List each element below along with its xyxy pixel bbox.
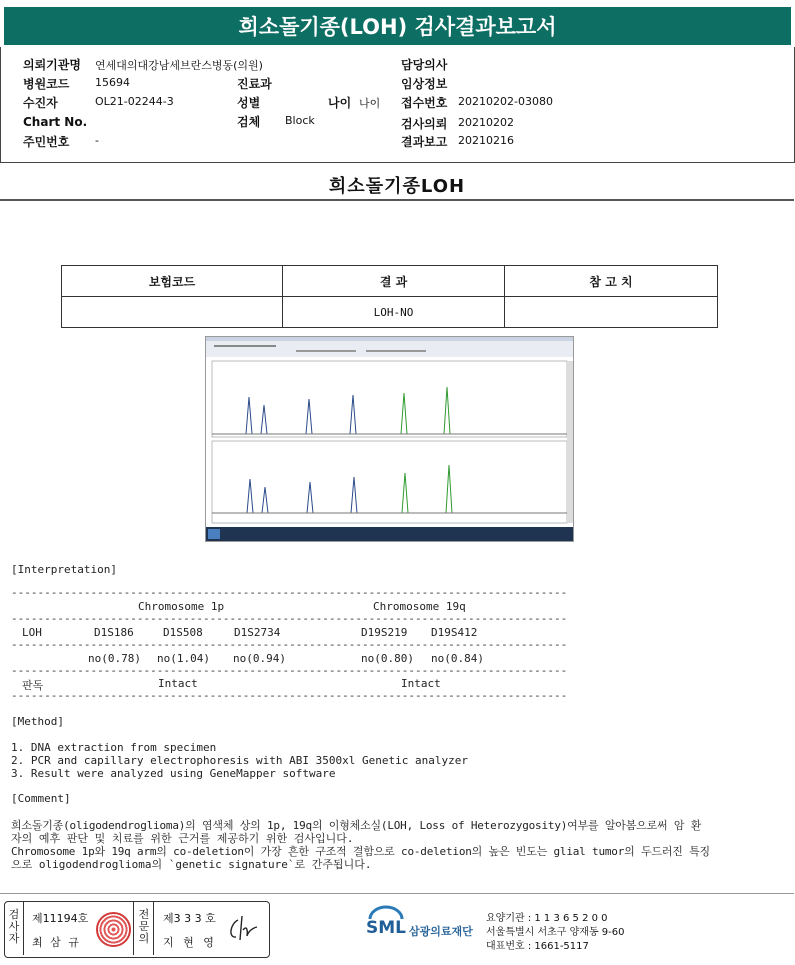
specialist-label	[136, 909, 152, 945]
specialist-name: 지 현 영	[163, 936, 217, 949]
judge-1p: Intact	[158, 677, 198, 690]
resident-label: 주민번호	[23, 135, 70, 149]
tester-number: 제11194호	[32, 912, 89, 925]
signature-divider	[133, 902, 134, 955]
value-d19s412: no(0.84)	[431, 652, 484, 665]
divider-line: ------------------------------------------------------------------------------------	[11, 664, 568, 677]
signature-icon	[224, 910, 260, 946]
specimen-label: 검체	[237, 115, 261, 129]
hospital-code-value: 15694	[95, 76, 130, 89]
care-code: 요양기관 : 1 1 3 6 5 2 0 0	[486, 913, 608, 924]
divider-line: ------------------------------------------------------------------------------------	[11, 586, 568, 599]
lab-phone: 대표번호 : 1661-5117	[486, 941, 589, 952]
electropherogram-image	[205, 336, 574, 542]
value-d1s508: no(1.04)	[157, 652, 210, 665]
chr19q-header: Chromosome 19q	[373, 600, 466, 613]
request-label: 검사의뢰	[401, 117, 448, 131]
header-result: 결 과	[283, 266, 505, 297]
clinical-label: 임상정보	[401, 77, 448, 91]
institution-value: 연세대의대강남세브란스병동(의원)	[95, 59, 263, 72]
sex-label: 성별	[237, 96, 261, 110]
specimen-value: Block	[285, 114, 315, 127]
lab-logo-text: SML	[366, 918, 406, 938]
report-date-value: 20210216	[458, 134, 514, 147]
method-item: 1. DNA extraction from specimen	[11, 741, 217, 754]
receipt-value: 20210202-03080	[458, 95, 553, 108]
section-title: 희소돌기종LOH	[328, 176, 466, 197]
marker-d1s2734: D1S2734	[234, 626, 281, 639]
tester-name: 최 삼 규	[32, 936, 81, 949]
report-date-label: 결과보고	[401, 135, 448, 149]
method-item: 3. Result were analyzed using GeneMapper software	[11, 767, 336, 780]
tester-label-text: 검사자	[8, 908, 20, 945]
loh-row-label: LOH	[22, 626, 42, 639]
doctor-label: 담당의사	[401, 58, 448, 72]
marker-d1s186: D1S186	[94, 626, 134, 639]
divider-line: ------------------------------------------------------------------------------------	[11, 638, 568, 651]
tester-label	[6, 909, 22, 945]
divider-line: ------------------------------------------------------------------------------------	[11, 689, 568, 702]
cell-reference	[505, 297, 718, 328]
comment-line: 자의 예후 판단 및 치료를 위한 근거를 제공하기 위한 검사입니다.	[11, 832, 354, 845]
value-d1s2734: no(0.94)	[233, 652, 286, 665]
comment-heading: [Comment]	[11, 792, 71, 805]
lab-address: 서울특별시 서초구 양재동 9-60	[486, 927, 625, 938]
judge-19q: Intact	[401, 677, 441, 690]
value-d19s219: no(0.80)	[361, 652, 414, 665]
marker-d1s508: D1S508	[163, 626, 203, 639]
method-item: 2. PCR and capillary electrophoresis with ABI 3500xl Genetic analyzer	[11, 754, 468, 767]
comment-line: 으로 oligodendroglioma의 `genetic signature`로 간주됩니다.	[11, 858, 372, 871]
interpretation-heading: [Interpretation]	[11, 563, 117, 576]
specialist-label-text: 전문의	[138, 908, 150, 945]
resident-value: -	[95, 134, 99, 147]
recipient-value: OL21-02244-3	[95, 95, 174, 108]
hospital-code-label: 병원코드	[23, 77, 70, 91]
institution-label: 의뢰기관명	[23, 58, 81, 72]
report-title: 희소돌기종(LOH) 검사결과보고서	[4, 7, 791, 45]
comment-line: 희소돌기종(oligodendroglioma)의 염색체 상의 1p, 19q의 이형체소실(LOH, Loss of Heterozygosity)여부를 알아봄으로써 암 환	[11, 819, 702, 832]
header-insurance-code: 보험코드	[62, 266, 283, 297]
result-table-row	[62, 297, 718, 328]
judge-label: 판독	[22, 679, 44, 692]
signature-divider	[153, 902, 154, 955]
divider-line: ------------------------------------------------------------------------------------	[11, 612, 568, 625]
chart-label: Chart No.	[23, 115, 88, 129]
result-table	[61, 265, 718, 328]
comment-line: Chromosome 1p와 19q arm의 co-deletion이 가장 흔한 구조적 결함으로 co-deletion의 높은 빈도는 glial tumor의 두드러진 특징	[11, 845, 710, 858]
header-reference: 참 고 치	[505, 266, 718, 297]
cell-result: LOH-NO	[283, 297, 505, 328]
dept-label: 진료과	[237, 77, 272, 91]
electropherogram-graphic	[206, 337, 573, 541]
request-value: 20210202	[458, 116, 514, 129]
method-heading: [Method]	[11, 715, 64, 728]
lab-name: 삼광의료재단	[409, 925, 473, 938]
age-value: 나이	[359, 97, 381, 110]
specialist-number: 제3 3 3 호	[163, 912, 216, 925]
chr1p-header: Chromosome 1p	[138, 600, 225, 613]
receipt-label: 접수번호	[401, 96, 448, 110]
result-table-header-row	[62, 266, 718, 297]
recipient-label: 수진자	[23, 96, 58, 110]
cell-insurance-code	[62, 297, 283, 328]
section-divider	[0, 199, 794, 201]
footer-divider	[0, 893, 794, 894]
value-d1s186: no(0.78)	[88, 652, 141, 665]
marker-d19s412: D19S412	[431, 626, 478, 639]
marker-d19s219: D19S219	[361, 626, 408, 639]
age-label: 나이	[328, 96, 352, 110]
signature-divider	[23, 902, 24, 955]
seal-stamp-icon	[96, 912, 131, 947]
